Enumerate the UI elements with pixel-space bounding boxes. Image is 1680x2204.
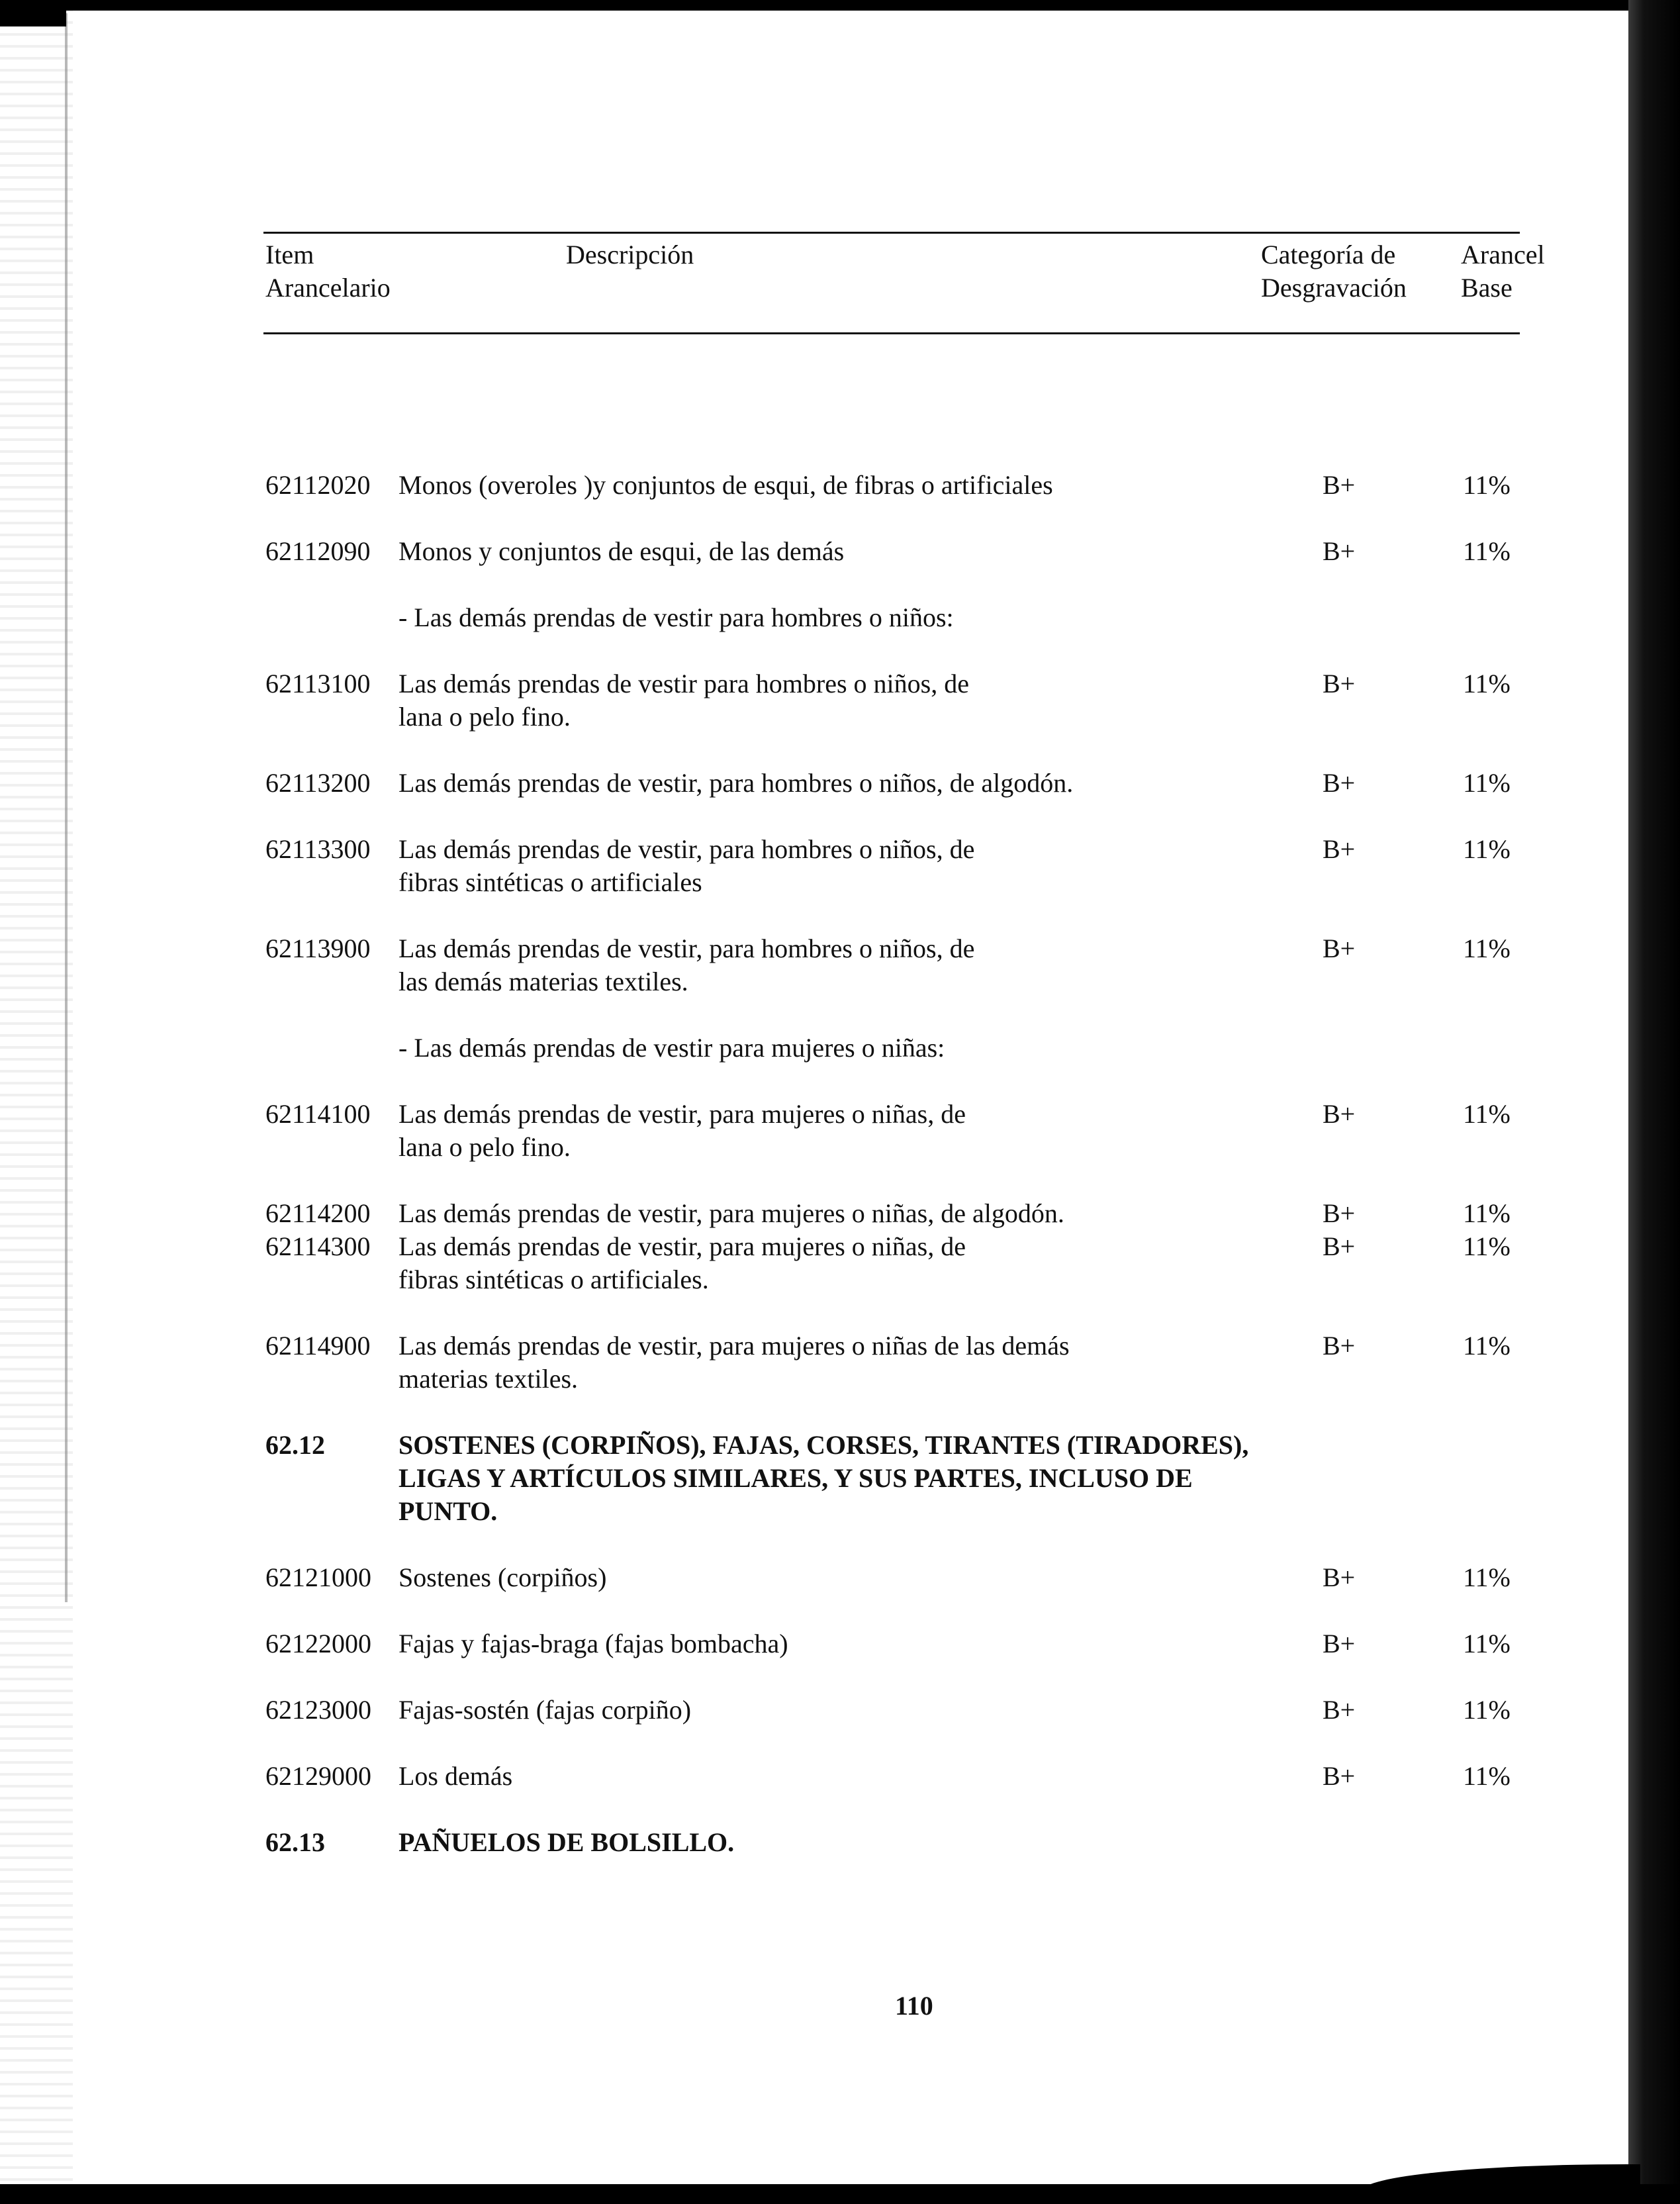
item-code: 62113100 xyxy=(265,669,371,698)
description-line: las demás materias textiles. xyxy=(398,967,688,996)
page-number: 110 xyxy=(895,1991,933,2021)
header-arancel-base xyxy=(1461,238,1580,305)
item-description xyxy=(398,535,1272,568)
item-code: 62112020 xyxy=(265,470,371,500)
header-item-line2: Arancelario xyxy=(265,273,391,303)
item-category: B+ xyxy=(1323,1761,1356,1791)
description-line: Los demás xyxy=(398,1761,513,1791)
heading-line: PAÑUELOS DE BOLSILLO. xyxy=(398,1827,735,1857)
item-category: B+ xyxy=(1323,1231,1356,1261)
description-line: Las demás prendas de vestir, para hombres o niños, de xyxy=(398,934,975,963)
item-description xyxy=(398,1197,1272,1230)
heading-code: 62.13 xyxy=(265,1827,325,1857)
description-line: Monos y conjuntos de esqui, de las demás xyxy=(398,536,845,566)
item-base-rate: 11% xyxy=(1463,1099,1511,1129)
item-base-rate: 11% xyxy=(1463,934,1511,963)
item-description xyxy=(398,932,1272,998)
description-line: lana o pelo fino. xyxy=(398,702,571,732)
item-base-rate: 11% xyxy=(1463,1695,1511,1725)
item-description xyxy=(398,1329,1272,1396)
item-base-rate: 11% xyxy=(1463,834,1511,864)
description-line: Las demás prendas de vestir, para mujeres o niñas, de algodón. xyxy=(398,1198,1064,1228)
heading-line: SOSTENES (CORPIÑOS), FAJAS, CORSES, TIRANTES (TIRADORES), xyxy=(398,1430,1249,1460)
heading-line: PUNTO. xyxy=(398,1496,498,1526)
description-line: lana o pelo fino. xyxy=(398,1132,571,1162)
item-description xyxy=(398,1230,1272,1296)
item-description xyxy=(398,767,1272,800)
heading-line: LIGAS Y ARTÍCULOS SIMILARES, Y SUS PARTES, INCLUSO DE xyxy=(398,1463,1193,1493)
item-base-rate: 11% xyxy=(1463,470,1511,500)
item-code: 62114200 xyxy=(265,1198,371,1228)
item-category: B+ xyxy=(1323,1099,1356,1129)
item-code: 62123000 xyxy=(265,1695,371,1725)
item-description xyxy=(398,1627,1272,1660)
item-category: B+ xyxy=(1323,470,1356,500)
description-line: Las demás prendas de vestir, para mujeres o niñas, de xyxy=(398,1231,966,1261)
scan-right-edge xyxy=(1628,0,1680,2204)
header-base-line2: Base xyxy=(1461,273,1513,303)
scan-top-left-corner xyxy=(0,0,66,26)
subheading: - Las demás prendas de vestir para hombres o niños: xyxy=(398,602,954,632)
header-categoria xyxy=(1261,238,1446,305)
description-line: Monos (overoles )y conjuntos de esqui, de fibras o artificiales xyxy=(398,470,1053,500)
item-base-rate: 11% xyxy=(1463,536,1511,566)
header-top-rule xyxy=(263,232,1520,234)
description-line: Las demás prendas de vestir, para hombres o niños, de xyxy=(398,834,975,864)
item-category: B+ xyxy=(1323,669,1356,698)
scan-bottom-edge xyxy=(0,2184,1680,2204)
scan-left-edge xyxy=(0,0,73,2204)
header-category-line1: Categoría de xyxy=(1261,240,1396,269)
item-code: 62112090 xyxy=(265,536,371,566)
item-category: B+ xyxy=(1323,1198,1356,1228)
item-description xyxy=(398,1694,1272,1727)
description-line: fibras sintéticas o artificiales xyxy=(398,867,702,897)
item-base-rate: 11% xyxy=(1463,1231,1511,1261)
item-code: 62113900 xyxy=(265,934,371,963)
item-description xyxy=(398,469,1272,502)
subheading: - Las demás prendas de vestir para mujeres o niñas: xyxy=(398,1033,945,1063)
item-description xyxy=(398,1098,1272,1164)
item-category: B+ xyxy=(1323,1629,1356,1658)
item-code: 62121000 xyxy=(265,1562,371,1592)
description-line: fibras sintéticas o artificiales. xyxy=(398,1265,709,1294)
heading-code: 62.12 xyxy=(265,1430,325,1460)
header-item-line1: Item xyxy=(265,240,314,269)
item-category: B+ xyxy=(1323,1331,1356,1361)
item-base-rate: 11% xyxy=(1463,1562,1511,1592)
description-line: Las demás prendas de vestir para hombres o niños, de xyxy=(398,669,969,698)
item-description xyxy=(398,1561,1272,1594)
item-base-rate: 11% xyxy=(1463,1761,1511,1791)
heading-description xyxy=(398,1429,1325,1528)
item-code: 62122000 xyxy=(265,1629,371,1658)
description-line: Las demás prendas de vestir, para hombres o niños, de algodón. xyxy=(398,768,1074,798)
item-category: B+ xyxy=(1323,768,1356,798)
header-descripcion xyxy=(566,238,694,271)
item-base-rate: 11% xyxy=(1463,1331,1511,1361)
item-code: 62113300 xyxy=(265,834,371,864)
scan-top-edge xyxy=(0,0,1680,11)
header-item-arancelario xyxy=(265,238,438,305)
item-code: 62114100 xyxy=(265,1099,371,1129)
header-category-line2: Desgravación xyxy=(1261,273,1407,303)
header-description-text: Descripción xyxy=(566,240,694,269)
item-description xyxy=(398,833,1272,899)
description-line: materias textiles. xyxy=(398,1364,579,1394)
description-line: Fajas-sostén (fajas corpiño) xyxy=(398,1695,692,1725)
description-line: Sostenes (corpiños) xyxy=(398,1562,607,1592)
item-code: 62114300 xyxy=(265,1231,371,1261)
scan-left-line xyxy=(65,13,68,1602)
item-code: 62114900 xyxy=(265,1331,371,1361)
item-category: B+ xyxy=(1323,934,1356,963)
item-category: B+ xyxy=(1323,1562,1356,1592)
description-line: Fajas y fajas-braga (fajas bombacha) xyxy=(398,1629,788,1658)
header-bottom-rule xyxy=(263,332,1520,334)
item-category: B+ xyxy=(1323,536,1356,566)
item-base-rate: 11% xyxy=(1463,1198,1511,1228)
header-base-line1: Arancel xyxy=(1461,240,1545,269)
item-description xyxy=(398,1760,1272,1793)
item-code: 62129000 xyxy=(265,1761,371,1791)
item-category: B+ xyxy=(1323,1695,1356,1725)
item-base-rate: 11% xyxy=(1463,669,1511,698)
description-line: Las demás prendas de vestir, para mujeres o niñas, de xyxy=(398,1099,966,1129)
item-base-rate: 11% xyxy=(1463,1629,1511,1658)
item-base-rate: 11% xyxy=(1463,768,1511,798)
heading-description xyxy=(398,1826,1325,1859)
item-category: B+ xyxy=(1323,834,1356,864)
description-line: Las demás prendas de vestir, para mujeres o niñas de las demás xyxy=(398,1331,1070,1361)
item-code: 62113200 xyxy=(265,768,371,798)
item-description xyxy=(398,667,1272,734)
